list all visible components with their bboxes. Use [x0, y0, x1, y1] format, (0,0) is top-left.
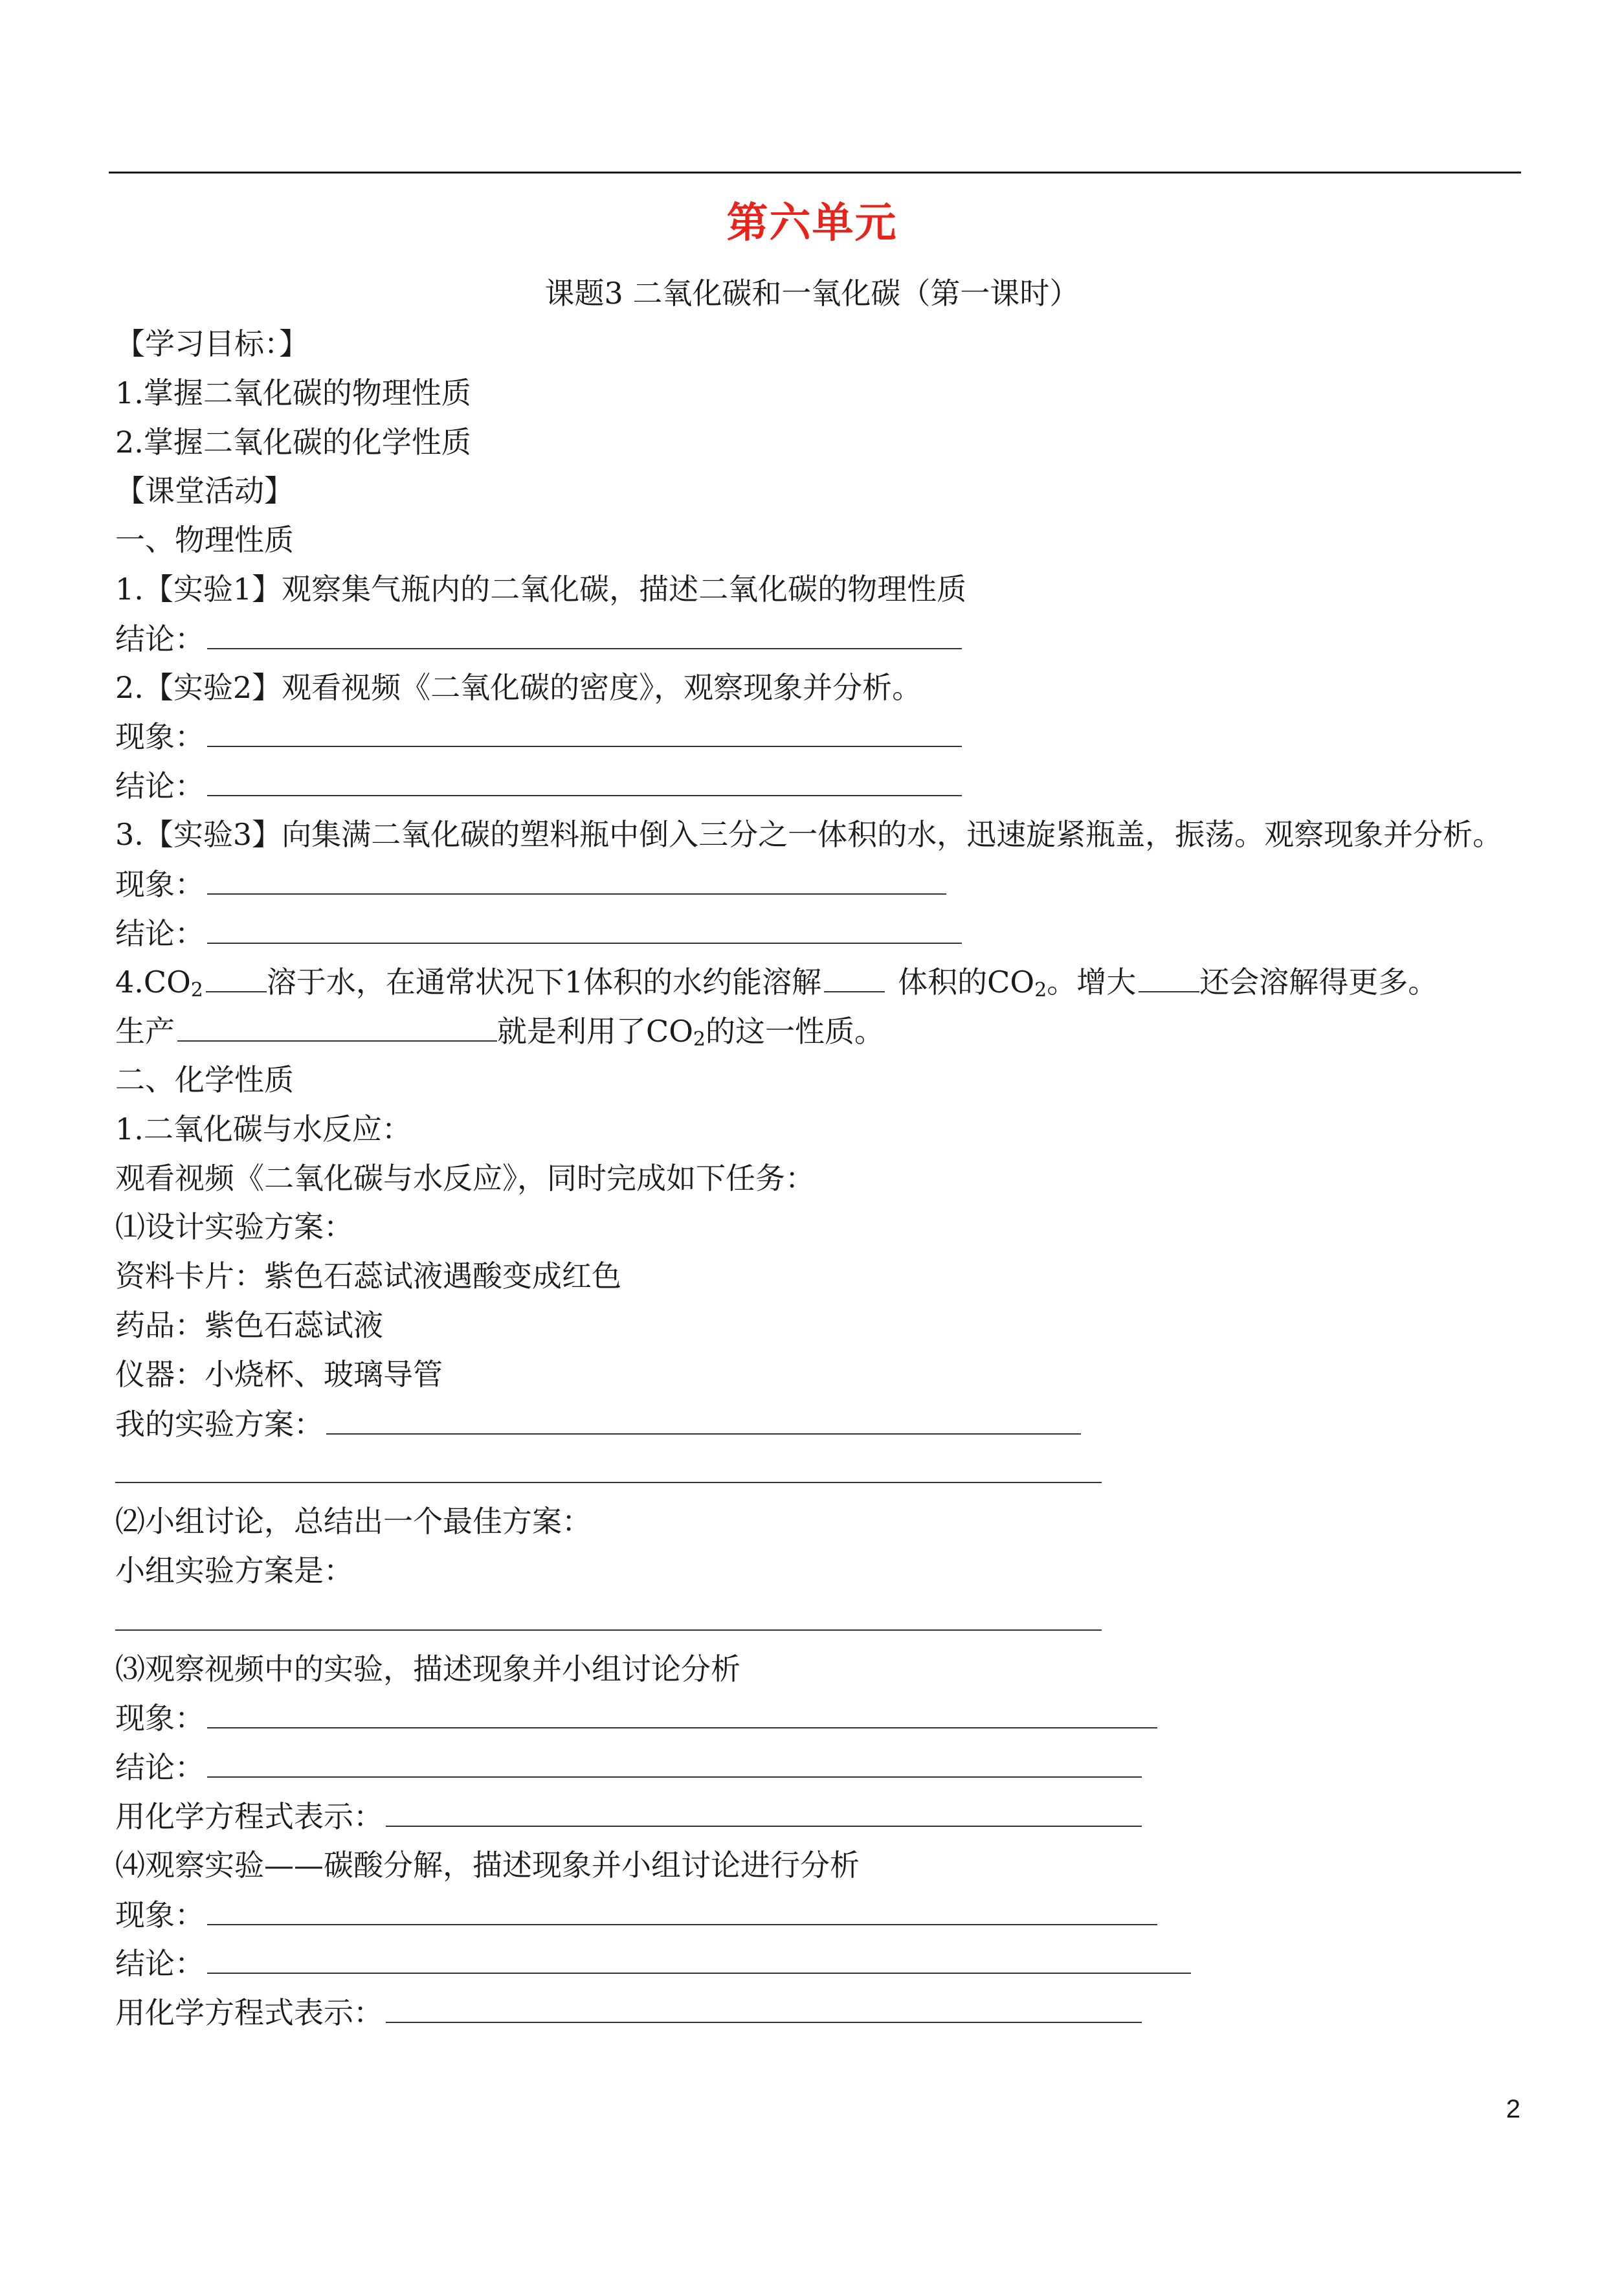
- q4-text: 溶于水，在通常状况下1体积的水约能溶解: [266, 965, 822, 1000]
- answer-line: [115, 909, 1520, 958]
- unit-title: 第六单元: [726, 199, 898, 247]
- section-heading: 二、化学性质: [115, 1062, 294, 1097]
- answer-line: [115, 1743, 1520, 1792]
- goal-item: 1.掌握二氧化碳的物理性质: [115, 375, 471, 410]
- task-heading: ⑴设计实验方案：: [115, 1209, 353, 1245]
- section-heading: 一、物理性质: [115, 522, 294, 558]
- subscript: 2: [693, 1028, 706, 1051]
- answer-blank[interactable]: [207, 1743, 1142, 1778]
- experiment-3: 3.【实验3】向集满二氧化碳的塑料瓶中倒入三分之一体积的水，迅速旋紧瓶盖，振荡。观察现象并分析。: [115, 816, 1503, 852]
- answer-line: [115, 1792, 1520, 1841]
- answer-blank[interactable]: [207, 1890, 1157, 1925]
- experiment-1: 1.【实验1】观察集气瓶内的二氧化碳，描述二氧化碳的物理性质: [115, 571, 967, 607]
- answer-label: 现象：: [115, 719, 205, 755]
- answer-line: [115, 614, 1520, 664]
- experiment-2: 2.【实验2】观看视频《二氧化碳的密度》，观察现象并分析。: [115, 669, 922, 705]
- q4-text: 体积的CO: [898, 965, 1035, 1000]
- answer-blank[interactable]: [824, 957, 885, 992]
- answer-label: 结论：: [115, 621, 205, 656]
- item-heading: 1.二氧化碳与水反应：: [115, 1111, 412, 1146]
- activity-header: 【课堂活动】: [115, 473, 294, 509]
- goal-item: 2.掌握二氧化碳的化学性质: [115, 424, 471, 460]
- answer-label: 现象：: [115, 1897, 205, 1932]
- answer-label: 用化学方程式表示：: [115, 1995, 383, 2031]
- q4-text: 的这一性质。: [706, 1014, 885, 1049]
- answer-label: 结论：: [115, 915, 205, 951]
- answer-label: 现象：: [115, 866, 205, 902]
- answer-blank[interactable]: [207, 909, 962, 944]
- goal-header: 【学习目标：】: [115, 326, 309, 361]
- task-heading: ⑷观察实验——碳酸分解，描述现象并小组讨论进行分析: [115, 1847, 860, 1883]
- question-4: [115, 957, 1520, 1007]
- answer-blank[interactable]: [207, 860, 946, 895]
- answer-label: 结论：: [115, 1750, 205, 1785]
- answer-label: 我的实验方案：: [115, 1406, 324, 1442]
- answer-label: 用化学方程式表示：: [115, 1798, 383, 1834]
- answer-line: [115, 1448, 1520, 1497]
- answer-blank[interactable]: [207, 614, 962, 649]
- subscript: 2: [1034, 979, 1047, 1002]
- answer-line: [115, 860, 1520, 909]
- answer-blank[interactable]: [386, 1792, 1142, 1827]
- subscript: 2: [190, 979, 203, 1002]
- q4-text: 4.CO: [115, 965, 191, 1000]
- worksheet-body: [115, 320, 1520, 2037]
- answer-blank[interactable]: [177, 1007, 497, 1042]
- apparatus: 仪器：小烧杯、玻璃导管: [115, 1356, 443, 1392]
- answer-blank[interactable]: [115, 1448, 1102, 1483]
- lesson-title: 课题3 二氧化碳和一氧化碳（第一课时）: [544, 276, 1080, 311]
- answer-line: [115, 1596, 1520, 1645]
- answer-label: 结论：: [115, 1946, 205, 1982]
- task-heading: ⑵小组讨论，总结出一个最佳方案：: [115, 1504, 592, 1539]
- answer-blank[interactable]: [207, 761, 962, 796]
- answer-blank[interactable]: [207, 712, 962, 747]
- answer-line: [115, 1988, 1520, 2037]
- q4-text: 还会溶解得更多。: [1199, 965, 1438, 1000]
- answer-line: [115, 1694, 1520, 1743]
- q4-text: 就是利用了CO: [497, 1014, 693, 1049]
- instruction: 观看视频《二氧化碳与水反应》，同时完成如下任务：: [115, 1160, 815, 1196]
- answer-line: [115, 1890, 1520, 1940]
- info-card: 资料卡片：紫色石蕊试液遇酸变成红色: [115, 1258, 621, 1294]
- answer-blank[interactable]: [207, 1939, 1191, 1974]
- answer-blank[interactable]: [1139, 957, 1199, 992]
- task-heading: ⑶观察视频中的实验，描述现象并小组讨论分析: [115, 1651, 740, 1686]
- answer-line: [115, 761, 1520, 811]
- answer-label: 现象：: [115, 1701, 205, 1736]
- answer-label: 结论：: [115, 768, 205, 804]
- answer-line: [115, 1400, 1520, 1449]
- answer-line: [115, 1939, 1520, 1988]
- reagent: 药品：紫色石蕊试液: [115, 1307, 383, 1343]
- q4-text: 生产: [115, 1014, 175, 1049]
- header-rule: [109, 172, 1521, 173]
- question-4-cont: [115, 1007, 1520, 1056]
- answer-line: [115, 712, 1520, 761]
- answer-blank[interactable]: [115, 1596, 1102, 1631]
- answer-blank[interactable]: [386, 1988, 1142, 2023]
- answer-blank[interactable]: [206, 957, 267, 992]
- answer-blank[interactable]: [207, 1694, 1157, 1728]
- answer-label: 小组实验方案是：: [115, 1552, 353, 1588]
- q4-text: 。增大: [1047, 965, 1137, 1000]
- page-number: 2: [1506, 2095, 1520, 2123]
- answer-blank[interactable]: [326, 1400, 1081, 1435]
